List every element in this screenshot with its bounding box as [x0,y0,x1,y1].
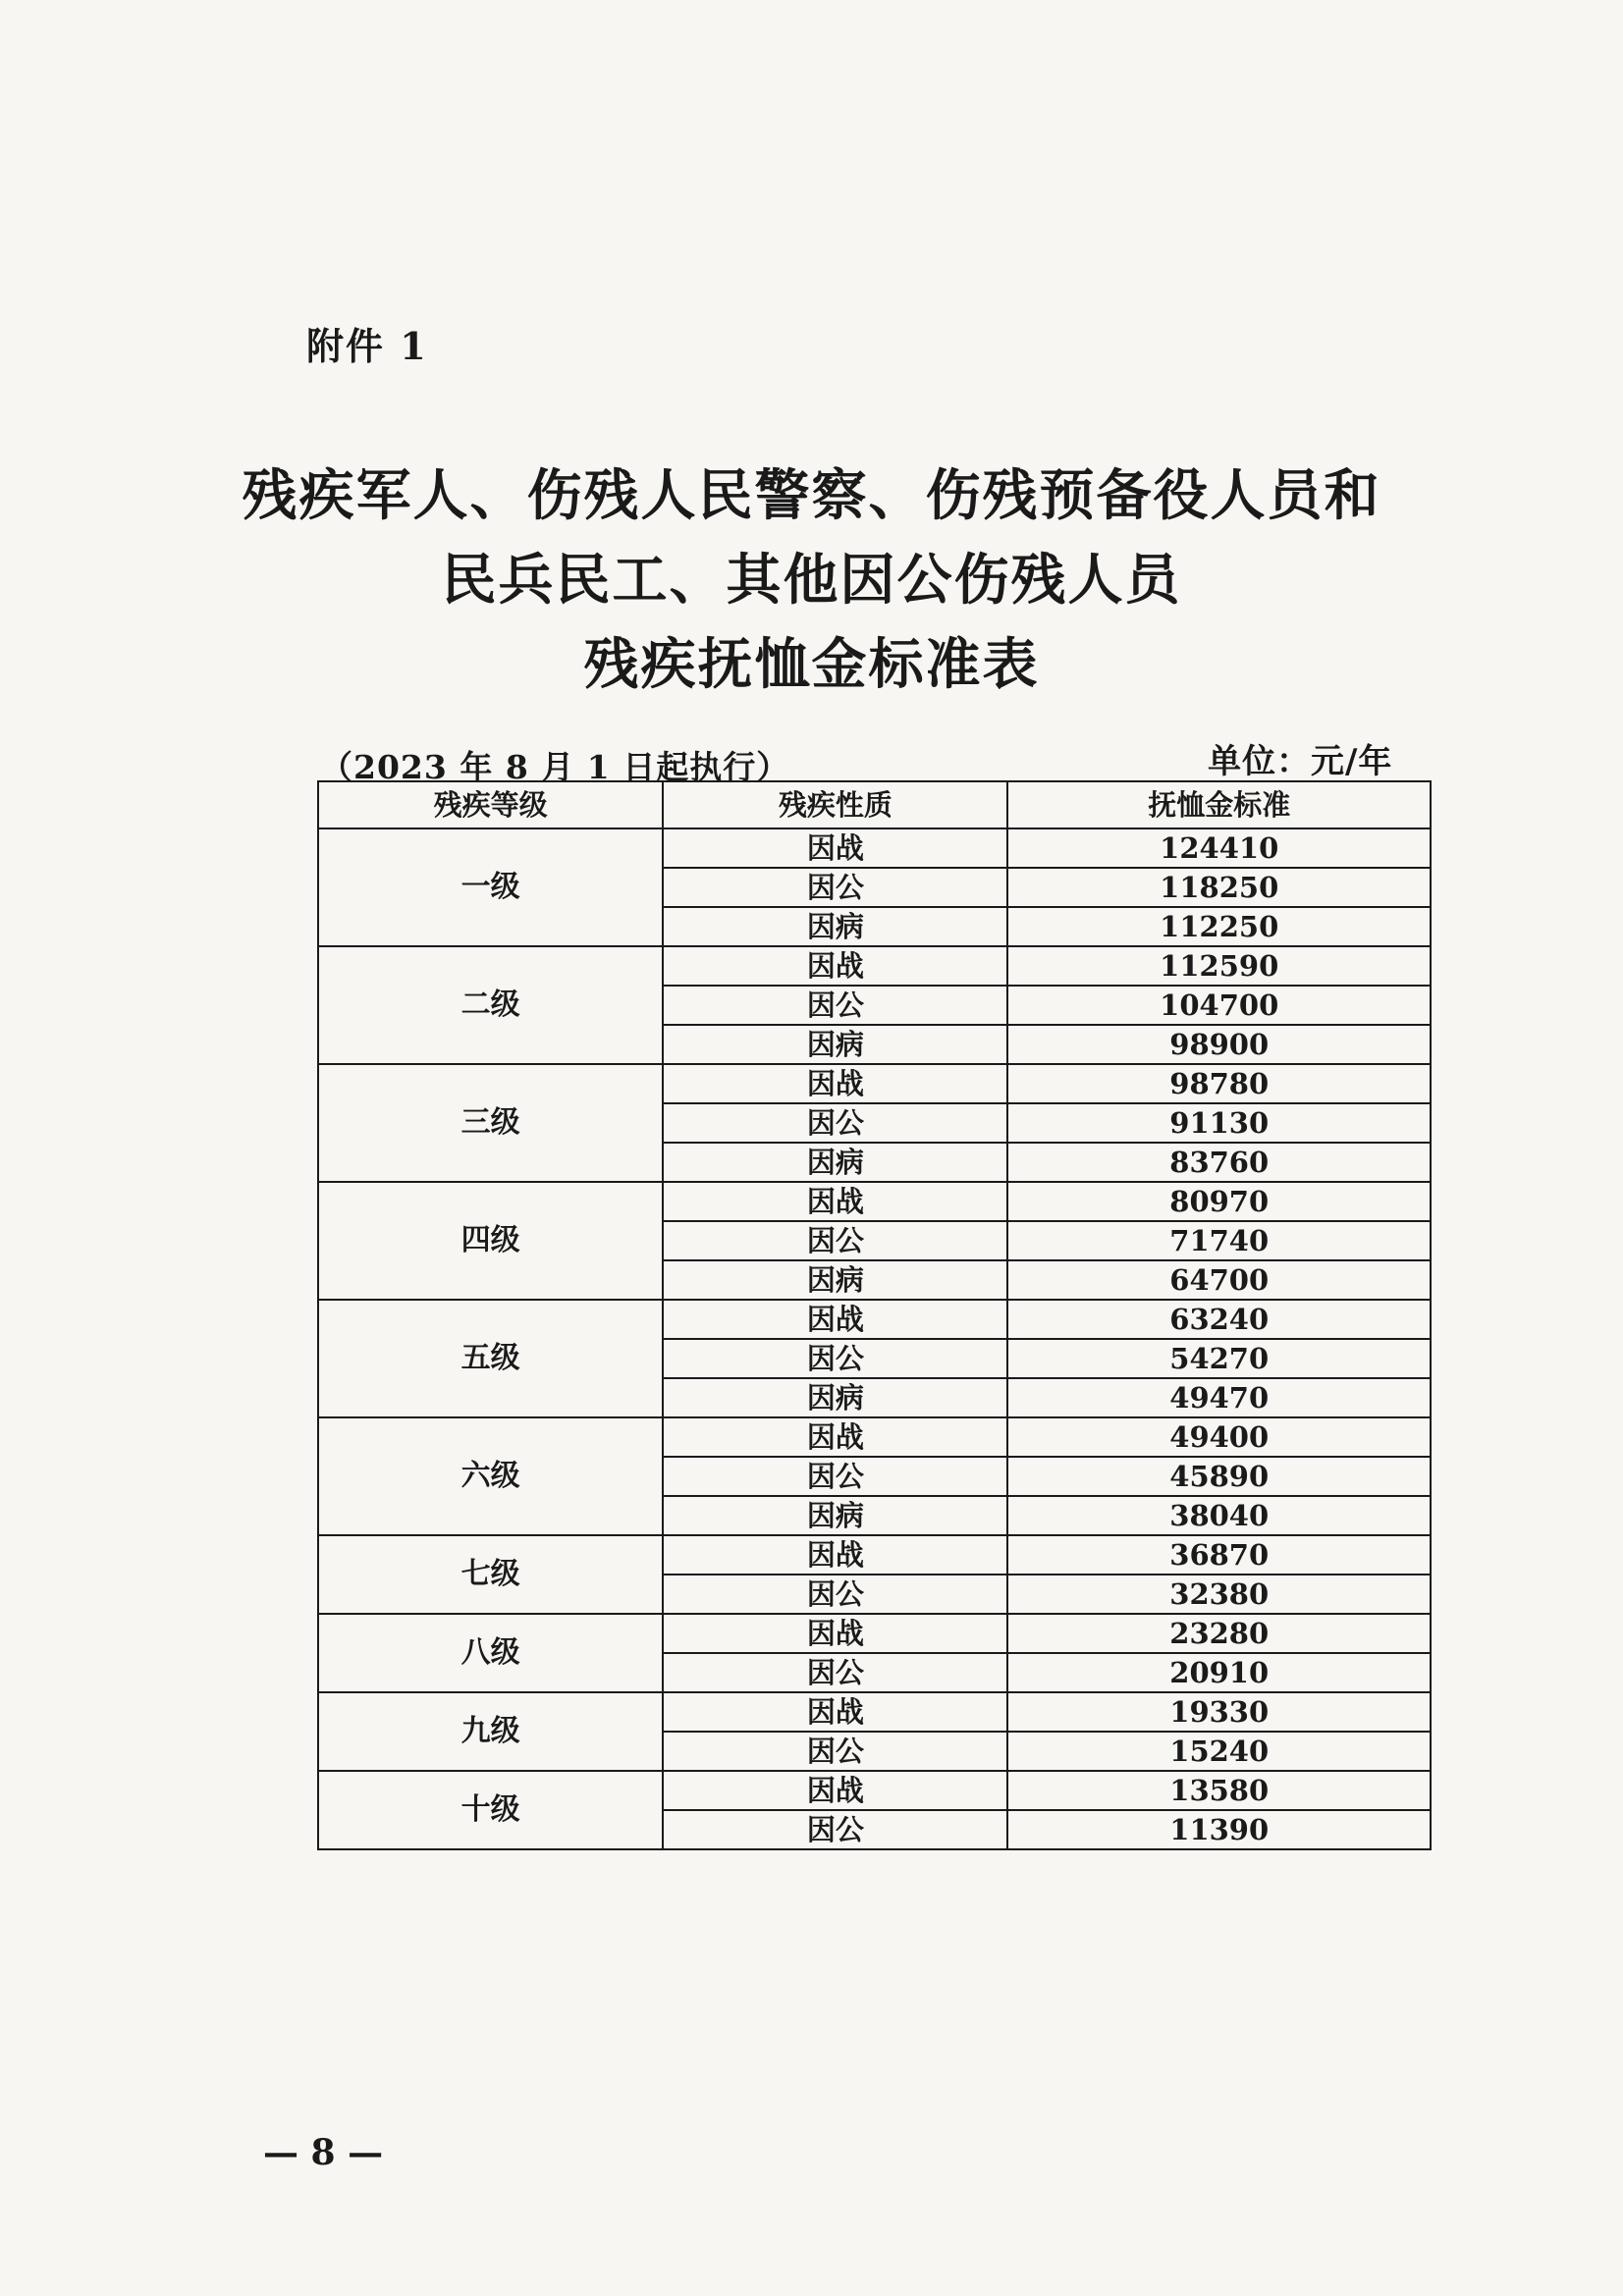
effective-date-note: （2023 年 8 月 1 日起执行） [320,748,790,786]
nature-cell: 因公 [663,1575,1007,1614]
grade-cell: 九级 [318,1692,663,1771]
nature-cell: 因病 [663,1025,1007,1064]
amount-cell: 11390 [1007,1810,1431,1849]
amount-cell: 98900 [1007,1025,1431,1064]
nature-cell: 因公 [663,1732,1007,1771]
nature-cell: 因公 [663,1103,1007,1143]
nature-cell: 因公 [663,868,1007,907]
amount-cell: 104700 [1007,986,1431,1025]
amount-cell: 54270 [1007,1339,1431,1378]
amount-cell: 13580 [1007,1771,1431,1810]
table-row [318,1692,1431,1732]
table-row [318,1300,1431,1339]
nature-cell: 因战 [663,1614,1007,1653]
amount-cell: 32380 [1007,1575,1431,1614]
amount-cell: 15240 [1007,1732,1431,1771]
table-row [318,1535,1431,1575]
amount-cell: 63240 [1007,1300,1431,1339]
amount-cell: 19330 [1007,1692,1431,1732]
grade-cell: 五级 [318,1300,663,1417]
nature-cell: 因战 [663,1300,1007,1339]
column-header-grade: 残疾等级 [318,781,663,828]
unit-note: 单位：元/年 [1208,742,1393,781]
amount-cell: 49470 [1007,1378,1431,1417]
table-header-row [318,781,1431,828]
amount-cell: 71740 [1007,1221,1431,1260]
table-row [318,828,1431,868]
grade-cell: 一级 [318,828,663,946]
nature-cell: 因战 [663,828,1007,868]
nature-cell: 因战 [663,1535,1007,1575]
amount-cell: 112250 [1007,907,1431,946]
nature-cell: 因病 [663,1378,1007,1417]
nature-cell: 因公 [663,1457,1007,1496]
amount-cell: 23280 [1007,1614,1431,1653]
amount-cell: 112590 [1007,946,1431,986]
amount-cell: 98780 [1007,1064,1431,1103]
grade-cell: 二级 [318,946,663,1064]
table-row [318,1614,1431,1653]
grade-cell: 六级 [318,1417,663,1535]
amount-cell: 64700 [1007,1260,1431,1300]
table-row [318,1064,1431,1103]
table-row [318,1771,1431,1810]
nature-cell: 因病 [663,1143,1007,1182]
amount-cell: 124410 [1007,828,1431,868]
amount-cell: 45890 [1007,1457,1431,1496]
nature-cell: 因公 [663,986,1007,1025]
amount-cell: 36870 [1007,1535,1431,1575]
pension-standard-table [317,780,1432,1850]
nature-cell: 因公 [663,1339,1007,1378]
title-line-3: 残疾抚恤金标准表 [583,632,1040,697]
nature-cell: 因病 [663,1260,1007,1300]
nature-cell: 因病 [663,1496,1007,1535]
grade-cell: 十级 [318,1771,663,1849]
column-header-amount: 抚恤金标准 [1007,781,1431,828]
title-line-1: 残疾军人、伤残人民警察、伤残预备役人员和 [242,463,1381,528]
attachment-label: 附件 1 [306,324,428,368]
grade-cell: 四级 [318,1182,663,1300]
grade-cell: 八级 [318,1614,663,1692]
table-row [318,946,1431,986]
nature-cell: 因公 [663,1653,1007,1692]
document-title [0,454,1623,707]
title-line-2: 民兵民工、其他因公伤残人员 [441,548,1182,613]
column-header-nature: 残疾性质 [663,781,1007,828]
nature-cell: 因战 [663,1771,1007,1810]
nature-cell: 因战 [663,1182,1007,1221]
grade-cell: 七级 [318,1535,663,1614]
nature-cell: 因病 [663,907,1007,946]
nature-cell: 因公 [663,1810,1007,1849]
amount-cell: 49400 [1007,1417,1431,1457]
amount-cell: 38040 [1007,1496,1431,1535]
amount-cell: 83760 [1007,1143,1431,1182]
nature-cell: 因战 [663,1064,1007,1103]
page-number: — 8 — [263,2132,384,2173]
nature-cell: 因战 [663,946,1007,986]
amount-cell: 118250 [1007,868,1431,907]
table-row [318,1182,1431,1221]
table-body [318,828,1431,1849]
amount-cell: 80970 [1007,1182,1431,1221]
amount-cell: 91130 [1007,1103,1431,1143]
nature-cell: 因战 [663,1417,1007,1457]
nature-cell: 因公 [663,1221,1007,1260]
table-row [318,1417,1431,1457]
grade-cell: 三级 [318,1064,663,1182]
amount-cell: 20910 [1007,1653,1431,1692]
nature-cell: 因战 [663,1692,1007,1732]
